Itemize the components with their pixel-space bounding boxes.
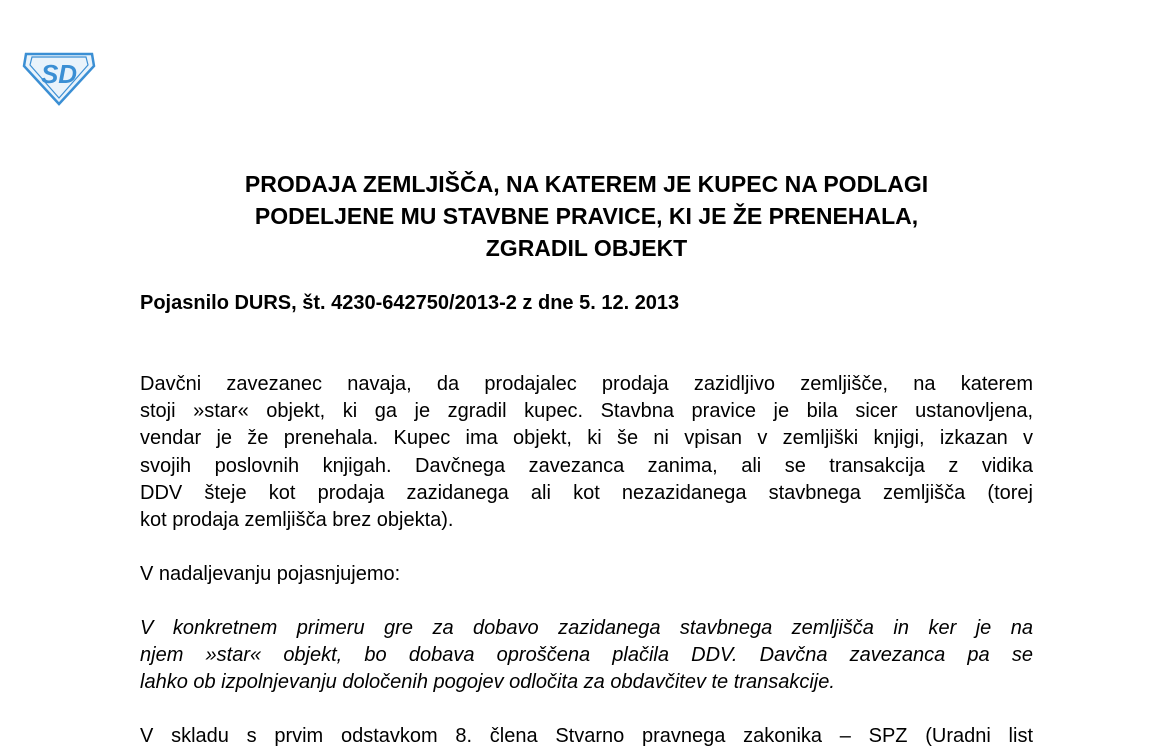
- paragraph-line: vendar je že prenehala. Kupec ima objekt, ki še ni vpisan v zemljiški knjigi, izkazan v: [140, 427, 1033, 450]
- sd-diamond-logo: [22, 46, 96, 106]
- paragraph-line: stoji »star« objekt, ki ga je zgradil kupec. Stavbna pravice je bila sicer ustanovljena,: [140, 400, 1033, 423]
- paragraph-line: V nadaljevanju pojasnjujemo:: [140, 563, 401, 585]
- title-line-2: PODELJENE MU STAVBNE PRAVICE, KI JE ŽE PRENEHALA,: [254, 203, 919, 229]
- title-line-1: PRODAJA ZEMLJIŠČA, NA KATEREM JE KUPEC NA PODLAGI: [244, 171, 929, 197]
- document-subtitle: Pojasnilo DURS, št. 4230-642750/2013-2 z dne 5. 12. 2013: [140, 292, 680, 314]
- sd-logo-icon: [22, 46, 96, 106]
- paragraph-line: njem »star« objekt, bo dobava oproščena plačila DDV. Davčna zavezanca pa se: [140, 644, 1033, 667]
- paragraph-question: [140, 371, 1033, 534]
- paragraph-line: kot prodaja zemljišča brez objekta).: [140, 509, 454, 532]
- paragraph-line: svojih poslovnih knjigah. Davčnega zavezanca zanima, ali se transakcija z vidika: [140, 454, 1033, 477]
- paragraph-line: DDV šteje kot prodaja zazidanega ali kot nezazidanega stavbnega zemljišča (torej: [140, 481, 1033, 504]
- document-title: [140, 168, 1033, 264]
- paragraph-intro: [140, 561, 1033, 588]
- paragraph-answer-summary: [140, 615, 1033, 697]
- paragraph-line: V konkretnem primeru gre za dobavo zazidanega stavbnega zemljišča in ker je na: [140, 617, 1033, 639]
- paragraph-line: Davčni zavezanec navaja, da prodajalec prodaja zazidljivo zemljišče, na katerem: [140, 373, 1033, 395]
- logo-text: SD: [40, 59, 78, 89]
- paragraph-legal-basis: [140, 723, 1033, 750]
- title-line-3: ZGRADIL OBJEKT: [485, 235, 688, 261]
- paragraph-line: V skladu s prvim odstavkom 8. člena Stvarno pravnega zakonika – SPZ (Uradni list: [140, 725, 1033, 747]
- paragraph-line: lahko ob izpolnjevanju določenih pogojev odločita za obdavčitev te transakcije.: [140, 671, 835, 694]
